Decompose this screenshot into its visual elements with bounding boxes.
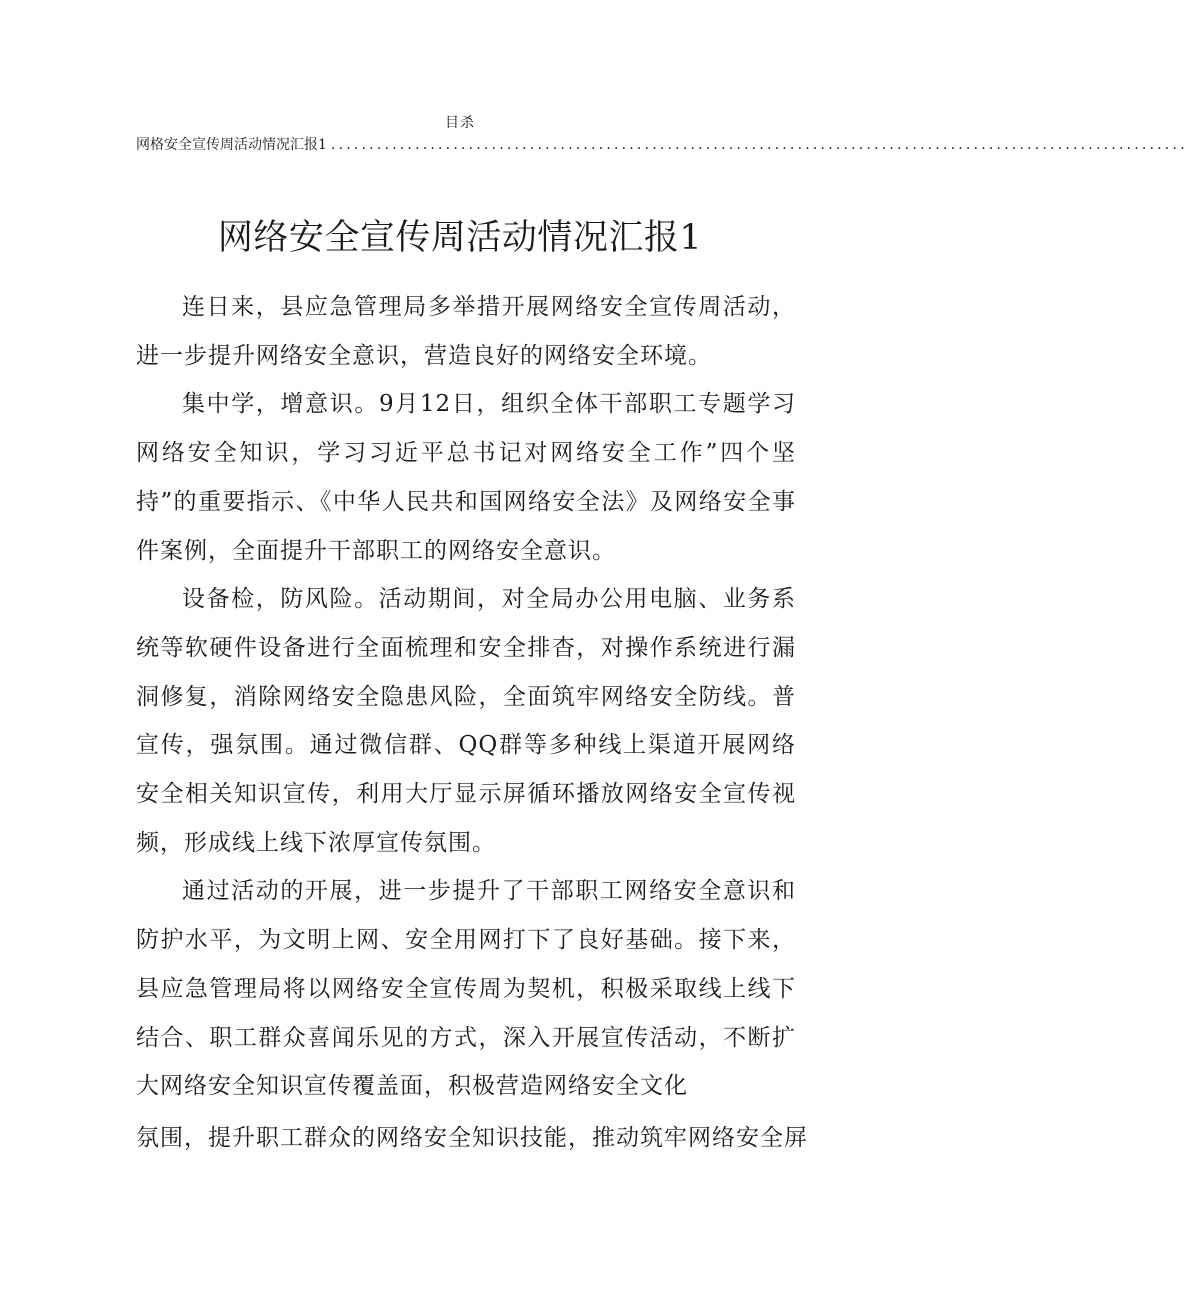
toc-entry[interactable] [136,136,1188,154]
paragraph-continuation: 氛围，提升职工群众的网络安全知识技能，推动筑牢网络安全屏 [136,1125,808,1151]
toc-heading: 目杀 [445,115,475,131]
paragraph-conclusion: 通过活动的开展，进一步提升了干部职工网络安全意识和防护水平，为文明上网、安全用网打下了良好基础。接下来，县应急管理局将以网络安全宣传周为契机，积极采取线上线下结合、职工群众喜闻乐见的方式，深入开展宣传活动，不断扩大网络安全知识宣传覆盖面，积极营造网络安全文化 [136,878,796,1100]
paragraph-equipment-check: 设备检，防风险。活动期间，对全局办公用电脑、业务系统等软硬件设备进行全面梳理和安全排杳，对操作系统进行漏洞修复，消除网络安全隐患风险，全面筑牢网络安全防线。普宣传，强氛围。通过微信群、QQ群等多种线上渠道开展网络安全相关知识宣传，利用大厅显示屏循环播放网络安全宣传视频，形成线上线下浓厚宣传氛围。 [136,586,796,856]
document-body [136,283,796,1111]
toc-entry-title: 网格安全宣传周活动情况汇报1 [136,137,327,153]
toc-leader-dots: ................................................................................................................ [330,137,1188,153]
paragraph-intro: 连日来，县应急管理局多举措开展网络安全宣传周活动，进一步提升网络安全意识，营造良好的网络安全环境。 [136,294,796,369]
paragraph-study: 集中学，增意识。9月12日，组织全体干部职工专题学习网络安全知识，学习习近平总书记对网络安全工作”四个坚持”的重要指示、《中华人民共和国网络安全法》及网络安全事件案例，全面提升干部职工的网络安全意识。 [136,391,796,564]
document-title: 网络安全宣传周活动情况汇报1 [217,218,703,258]
